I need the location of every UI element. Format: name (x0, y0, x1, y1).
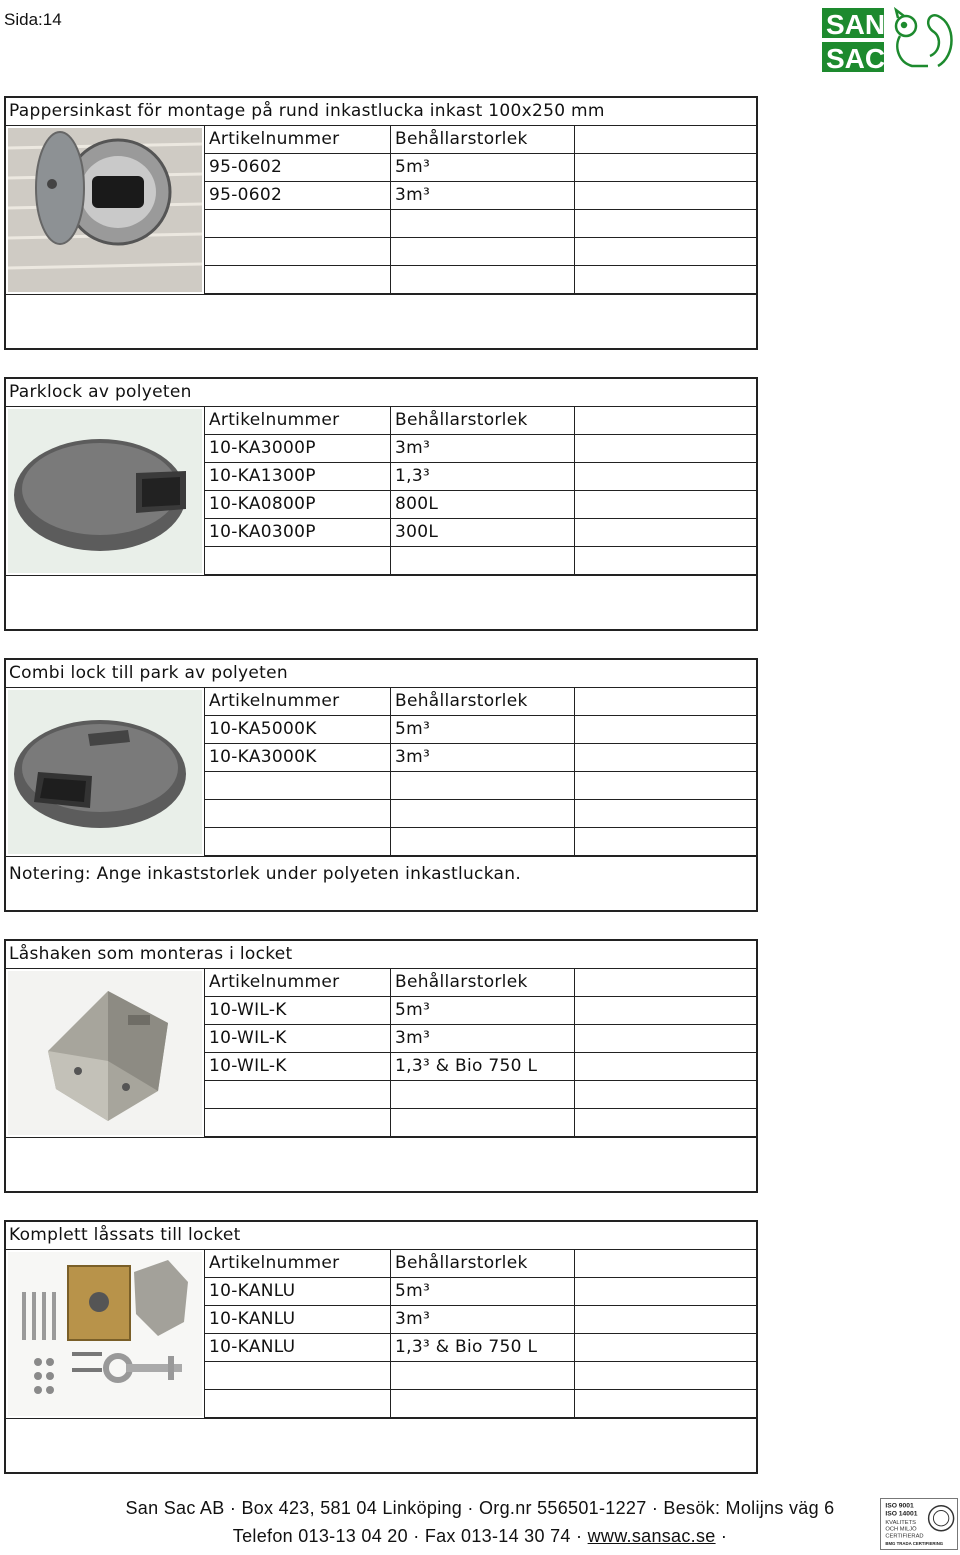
container-size: 3m³ (390, 1306, 574, 1333)
empty-row (204, 547, 758, 575)
sansac-logo (820, 6, 958, 74)
svg-text:KVALITETS: KVALITETS (885, 1520, 916, 1526)
article-number: 95-0602 (204, 182, 390, 209)
header-row (204, 688, 758, 716)
container-size: 800L (390, 491, 574, 518)
table-row (204, 154, 758, 182)
section-title: Komplett låssats till locket (6, 1222, 756, 1250)
page-number: Sida:14 (4, 10, 62, 29)
footer-separator: · (715, 1526, 728, 1546)
article-number: 10-KA1300P (204, 463, 390, 490)
product-photo-combi-lid (8, 690, 202, 854)
col-header-article: Artikelnummer (204, 126, 390, 153)
container-size: 5m³ (390, 997, 574, 1024)
empty-row (204, 238, 758, 266)
product-photo-park-lid (8, 409, 202, 573)
article-number: 10-KA3000K (204, 744, 390, 771)
article-number: 10-WIL-K (204, 997, 390, 1024)
empty-row (204, 1081, 758, 1109)
website-link[interactable]: www.sansac.se (587, 1526, 716, 1546)
container-size: 5m³ (390, 716, 574, 743)
article-number: 10-KANLU (204, 1278, 390, 1305)
svg-text:CERTIFIERAD: CERTIFIERAD (885, 1533, 924, 1540)
empty-row (204, 210, 758, 238)
article-number: 10-KA0800P (204, 491, 390, 518)
col-header-article: Artikelnummer (204, 1250, 390, 1277)
table-row (204, 1306, 758, 1334)
article-number: 10-KANLU (204, 1334, 390, 1361)
svg-text:OCH MILJÖ: OCH MILJÖ (885, 1526, 917, 1533)
logo-text-san: SAN (826, 9, 886, 40)
container-size: 1,3³ & Bio 750 L (390, 1053, 574, 1080)
col-header-size: Behållarstorlek (390, 126, 574, 153)
table-row (204, 491, 758, 519)
container-size: 3m³ (390, 182, 574, 209)
empty-row (204, 266, 758, 294)
header-row (204, 407, 758, 435)
section-title: Pappersinkast för montage på rund inkastlucka inkast 100x250 mm (6, 98, 756, 126)
table-row (204, 1334, 758, 1362)
table-row (204, 1278, 758, 1306)
product-section-2 (4, 377, 758, 631)
col-header-size: Behållarstorlek (390, 688, 574, 715)
col-header-article: Artikelnummer (204, 969, 390, 996)
col-header-article: Artikelnummer (204, 688, 390, 715)
col-header-size: Behållarstorlek (390, 407, 574, 434)
empty-row (204, 800, 758, 828)
empty-row (204, 772, 758, 800)
container-size: 1,3³ (390, 463, 574, 490)
table-row (204, 1025, 758, 1053)
container-size: 5m³ (390, 154, 574, 181)
footer-contact (0, 1526, 960, 1547)
col-header-size: Behållarstorlek (390, 1250, 574, 1277)
section-title: Parklock av polyeten (6, 379, 756, 407)
container-size: 1,3³ & Bio 750 L (390, 1334, 574, 1361)
product-photo-hatch (8, 128, 202, 292)
product-photo-lock-kit (8, 1252, 202, 1416)
table-row (204, 519, 758, 547)
section-title: Combi lock till park av polyeten (6, 660, 756, 688)
table-row (204, 435, 758, 463)
article-number: 10-KANLU (204, 1306, 390, 1333)
section-note: Notering: Ange inkaststorlek under polyeten inkastluckan. (9, 864, 522, 884)
table-row (204, 1053, 758, 1081)
table-row (204, 744, 758, 772)
container-size: 3m³ (390, 435, 574, 462)
product-section-4 (4, 939, 758, 1193)
section-title: Låshaken som monteras i locket (6, 941, 756, 969)
empty-row (204, 828, 758, 856)
article-number: 95-0602 (204, 154, 390, 181)
empty-row (204, 1109, 758, 1137)
empty-row (204, 1362, 758, 1390)
footer-phone-fax: Telefon 013-13 04 20 · Fax 013-14 30 74 · (232, 1526, 588, 1546)
footer-address: San Sac AB · Box 423, 581 04 Linköping · Org.nr 556501-1227 · Besök: Molijns väg 6 (125, 1498, 835, 1518)
article-number: 10-WIL-K (204, 1053, 390, 1080)
col-header-article: Artikelnummer (204, 407, 390, 434)
container-size: 300L (390, 519, 574, 546)
header-row (204, 1250, 758, 1278)
article-number: 10-WIL-K (204, 1025, 390, 1052)
empty-row (204, 1390, 758, 1418)
container-size: 5m³ (390, 1278, 574, 1305)
table-row (204, 716, 758, 744)
table-row (204, 463, 758, 491)
squirrel-icon (896, 10, 952, 66)
container-size: 3m³ (390, 744, 574, 771)
iso-certification-badge (880, 1498, 958, 1550)
article-number: 10-KA5000K (204, 716, 390, 743)
container-size: 3m³ (390, 1025, 574, 1052)
header-row (204, 126, 758, 154)
logo-text-sac: SAC (826, 43, 886, 74)
article-number: 10-KA0300P (204, 519, 390, 546)
article-number: 10-KA3000P (204, 435, 390, 462)
svg-text:ISO 9001: ISO 9001 (885, 1502, 914, 1510)
col-header-size: Behållarstorlek (390, 969, 574, 996)
product-photo-latch (8, 971, 202, 1135)
table-row (204, 997, 758, 1025)
table-row (204, 182, 758, 210)
product-section-1 (4, 96, 758, 350)
svg-text:ISO 14001: ISO 14001 (885, 1510, 918, 1518)
product-section-3 (4, 658, 758, 912)
svg-text:BMG TRADA CERTIFIERING: BMG TRADA CERTIFIERING (885, 1541, 944, 1547)
product-section-5 (4, 1220, 758, 1474)
header-row (204, 969, 758, 997)
